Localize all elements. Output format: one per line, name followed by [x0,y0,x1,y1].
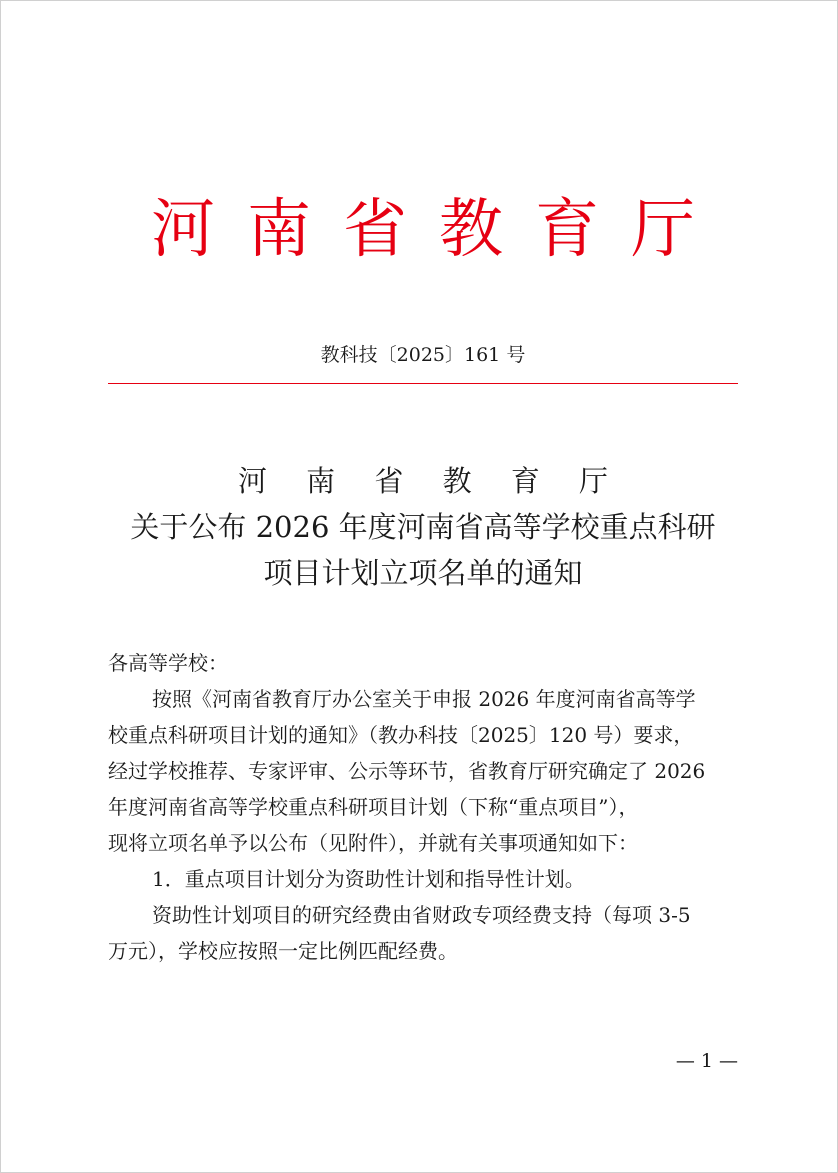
salutation: 各高等学校： [108,651,228,675]
paragraph-2: 1．重点项目计划分为资助性计划和指导性计划。 [152,867,585,891]
notice-title [108,458,738,596]
red-separator-line [108,383,738,384]
agency-red-header: 河南省教育厅 [151,193,727,267]
paragraph-1-line: 现将立项名单予以公布（见附件），并就有关事项通知如下： [108,831,638,855]
paragraph-1-line: 按照《河南省教育厅办公室关于申报 2026 年度河南省高等学 [152,687,696,711]
document-body [108,645,742,969]
paragraph-1-line: 年度河南省高等学校重点科研项目计划（下称“重点项目”）， [108,795,639,819]
paragraph-3-line: 万元），学校应按照一定比例匹配经费。 [108,939,458,963]
document-number: 教科技〔2025〕161 号 [320,344,526,366]
paragraph-3-line: 资助性计划项目的研究经费由省财政专项经费支持（每项 3-5 [152,903,691,927]
title-line-subject-cont: 项目计划立项名单的通知 [263,556,583,590]
paragraph-3 [108,897,742,969]
page-number: — 1 — [675,1050,738,1072]
title-line-subject: 关于公布 2026 年度河南省高等学校重点科研 [130,510,716,544]
paragraph-1 [108,681,742,861]
title-line-agency: 河 南 省 教 育 厅 [237,464,624,498]
paragraph-1-line: 校重点科研项目计划的通知》（教办科技〔2025〕120 号）要求， [108,723,694,747]
paragraph-1-line: 经过学校推荐、专家评审、公示等环节，省教育厅研究确定了 2026 [108,759,706,783]
